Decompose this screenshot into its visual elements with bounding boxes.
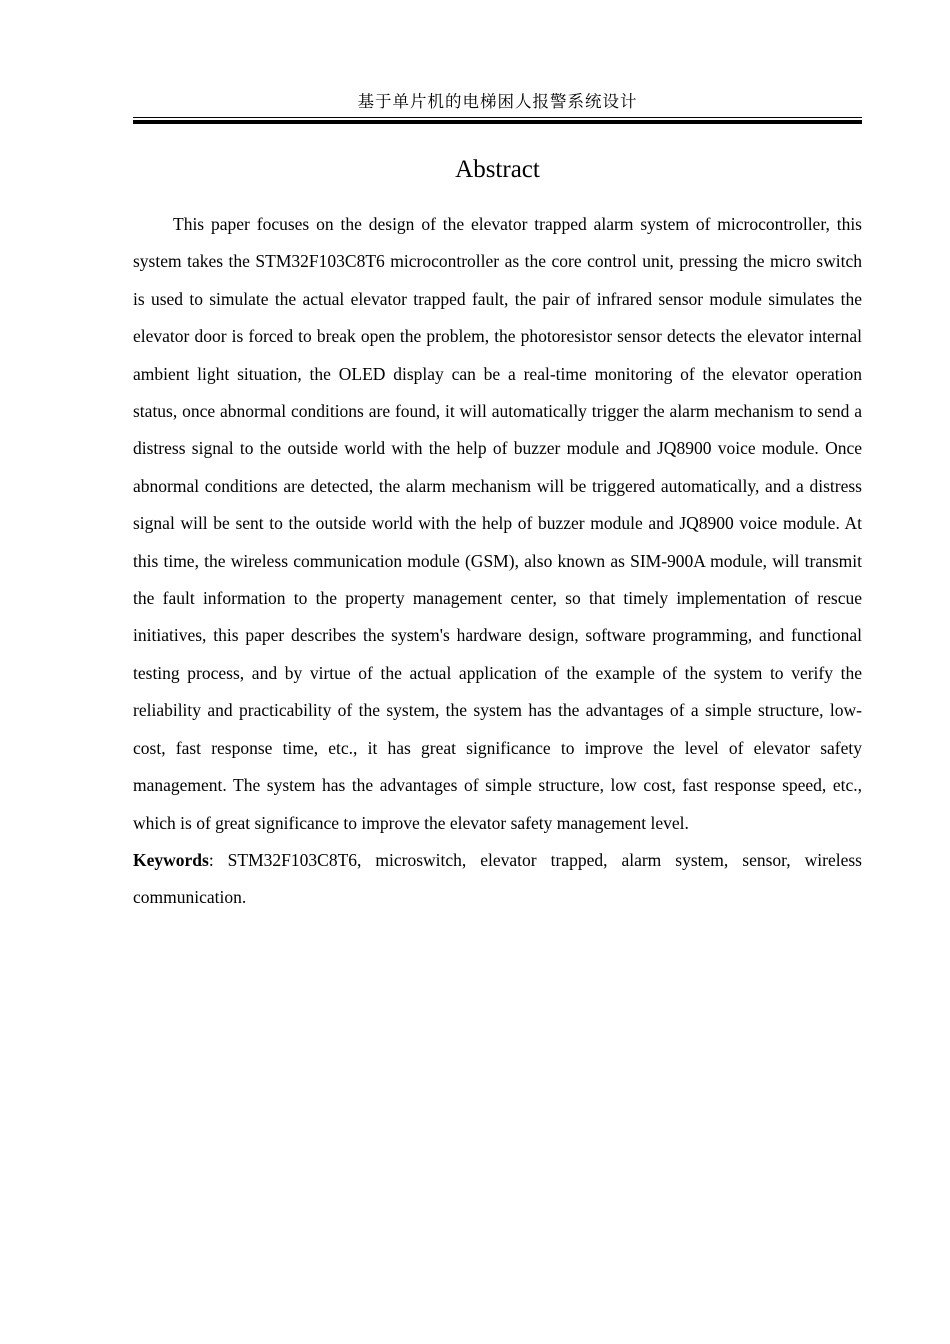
keywords-label: Keywords	[133, 849, 209, 870]
keywords-text: : STM32F103C8T6, microswitch, elevator trapped, alarm system, sensor, wireless communication.	[133, 849, 862, 908]
header-rule	[133, 120, 862, 124]
abstract-title: Abstract	[455, 156, 540, 183]
page-content	[133, 88, 862, 917]
header-title: 基于单片机的电梯困人报警系统设计	[357, 92, 638, 111]
abstract-paragraph: This paper focuses on the design of the elevator trapped alarm system of microcontroller, this system takes the STM32F103C8T6 microcontroller as the core control unit, pressing the micro switch is used to simulate the actual elevator trapped fault, the pair of infrared sensor module simulates the elevator door is forced to break open the problem, the photoresistor sensor detects the elevator internal ambient light situation, the OLED display can be a real-time monitoring of the elevator operation status, once abnormal conditions are found, it will automatically trigger the alarm mechanism to send a distress signal to the outside world with the help of buzzer module and JQ8900 voice module. Once abnormal conditions are detected, the alarm mechanism will be triggered automatically, and a distress signal will be sent to the outside world with the help of buzzer module and JQ8900 voice module. At this time, the wireless communication module (GSM), also known as SIM-900A module, will transmit the fault information to the property management center, so that timely implementation of rescue initiatives, this paper describes the system's hardware design, software programming, and functional testing process, and by virtue of the actual application of the example of the system to verify the reliability and practicability of the system, the system has the advantages of a simple structure, low-cost, fast response time, etc., it has great significance to improve the level of elevator safety management. The system has the advantages of simple structure, low cost, fast response speed, etc., which is of great significance to improve the elevator safety management level.	[133, 214, 862, 833]
page-header	[133, 88, 862, 118]
keywords-paragraph	[133, 842, 862, 917]
